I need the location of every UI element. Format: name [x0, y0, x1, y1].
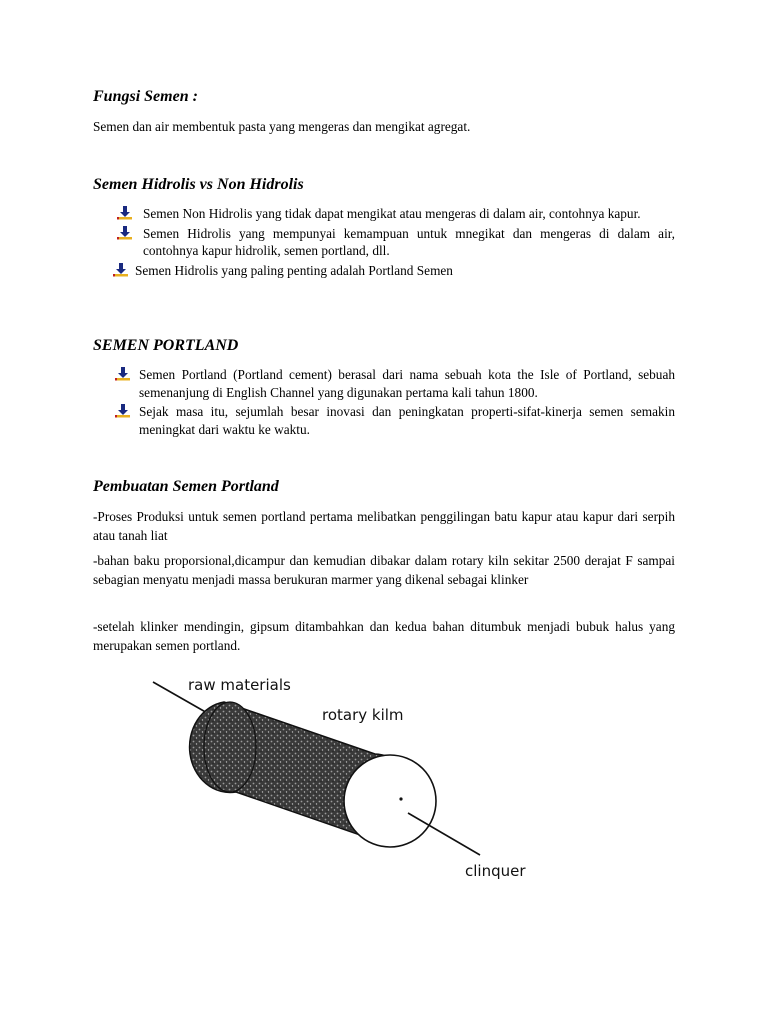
bullet-text: Semen Portland (Portland cement) berasal dari nama sebuah kota the Isle of Portland, sebuah semenanjung di English Channel yang digunakan pertama kali tahun 1800. [139, 367, 675, 400]
list-item [113, 262, 675, 280]
bullet-list-portland [115, 366, 675, 438]
heading-semen-portland: SEMEN PORTLAND [93, 337, 239, 354]
list-item [117, 205, 675, 223]
heading-hidrolis-vs-non: Semen Hidrolis vs Non Hidrolis [93, 176, 304, 193]
bullet-text: Semen Hidrolis yang paling penting adalah Portland Semen [135, 262, 453, 278]
kiln-opening [344, 755, 436, 847]
kiln-center-dot [399, 797, 402, 800]
bullet-list-hidrolis [117, 205, 675, 279]
paragraph-fungsi-semen: Semen dan air membentuk pasta yang mengeras dan mengikat agregat. [93, 119, 471, 134]
kiln-back-end [204, 702, 256, 792]
heading-pembuatan-semen: Pembuatan Semen Portland [93, 478, 279, 495]
label-rotary-kiln: rotary kilm [322, 706, 404, 724]
arrow-down-bullet-icon [115, 367, 131, 381]
list-item [115, 403, 675, 438]
bullet-text: Semen Hidrolis yang mempunyai kemampuan untuk mnegikat dan mengeras di dalam air, contohnya kapur hidrolik, semen portland, dll. [143, 225, 675, 258]
arrow-down-bullet-icon [115, 404, 131, 418]
arrow-down-bullet-icon [117, 226, 133, 240]
list-item [117, 225, 675, 260]
label-raw-materials: raw materials [188, 676, 291, 694]
arrow-down-bullet-icon [113, 263, 129, 277]
bullet-text: Semen Non Hidrolis yang tidak dapat mengikat atau mengeras di dalam air, contohnya kapur. [143, 206, 641, 221]
paragraph-klinker: -setelah klinker mendingin, gipsum ditambahkan dan kedua bahan ditumbuk menjadi bubuk halus yang merupakan semen portland. [93, 619, 675, 653]
label-clinquer: clinquer [465, 862, 526, 880]
paragraph-bahan-baku: -bahan baku proporsional,dicampur dan kemudian dibakar dalam rotary kiln sekitar 2500 derajat F sampai sebagian menyatu menjadi massa berukuran marmer yang dikenal sebagai klinker [93, 553, 675, 587]
heading-fungsi-semen: Fungsi Semen : [93, 88, 198, 105]
arrow-down-bullet-icon [117, 206, 133, 220]
bullet-text: Sejak masa itu, sejumlah besar inovasi dan peningkatan properti-sifat-kinerja semen semakin meningkat dari waktu ke waktu. [139, 404, 675, 437]
rotary-kiln-diagram [150, 668, 550, 888]
paragraph-proses-produksi: -Proses Produksi untuk semen portland pertama melibatkan penggilingan batu kapur atau kapur dari serpih atau tanah liat [93, 509, 675, 543]
list-item [115, 366, 675, 401]
